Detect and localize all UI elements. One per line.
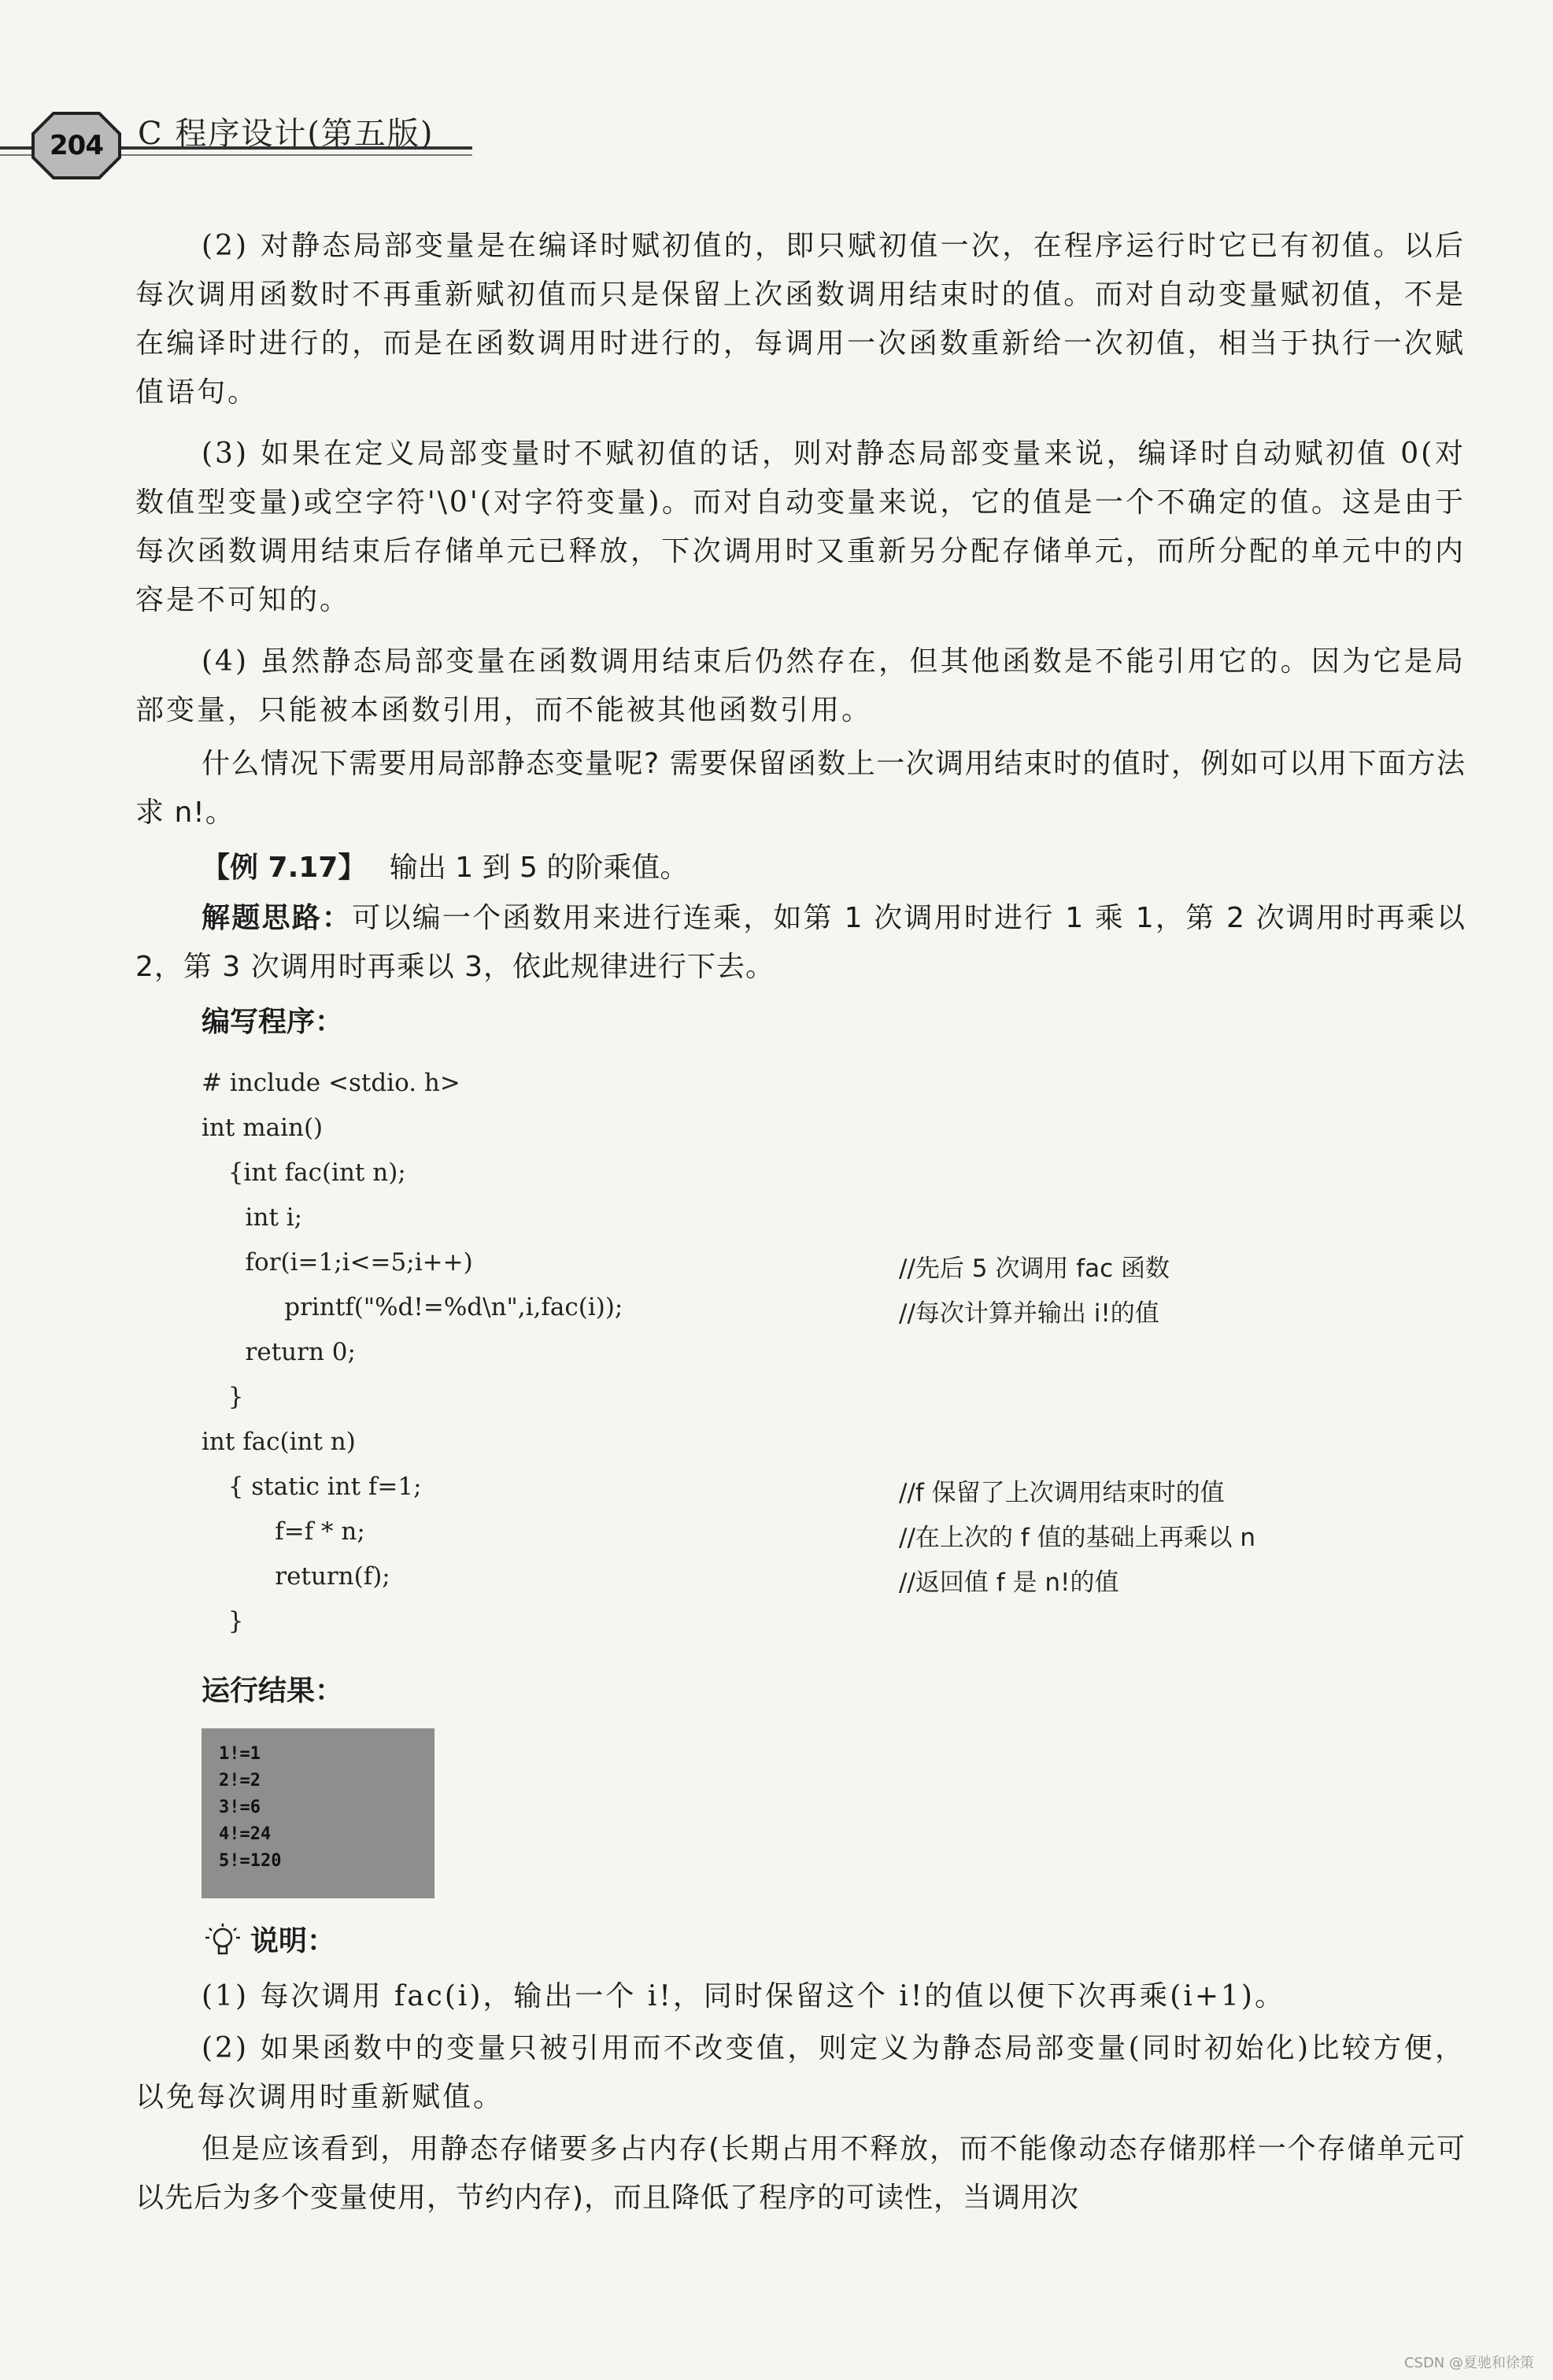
output-line: 3!=6 xyxy=(219,1798,261,1817)
paragraph-static-init: (2) 对静态局部变量是在编译时赋初值的，即只赋初值一次，在程序运行时它已有初值。以后每次调用函数时不再重新赋初值而只是保留上次函数调用结束时的值。而对自动变量赋初值，不是在编译时进行的，而是在函数调用时进行的，每调用一次函数重新给一次初值，相当于执行一次赋值语句。 xyxy=(135,230,1466,408)
paragraph-default-init: (3) 如果在定义局部变量时不赋初值的话，则对静态局部变量来说，编译时自动赋初值 0(对数值型变量)或空字符'\0'(对字符变量)。而对自动变量来说，它的值是一个不确定的值。这是由于每次函数调用结束后存储单元已释放，下次调用时又重新另分配存储单元，而所分配的单元中的内容是不可知的。 xyxy=(135,438,1466,616)
code-line: int i; xyxy=(222,1203,303,1232)
page-number: 204 xyxy=(50,130,103,161)
thinking-text: 可以编一个函数用来进行连乘，如第 1 次调用时进行 1 乘 1，第 2 次调用时再乘以 2，第 3 次调用时再乘以 3，依此规律进行下去。 xyxy=(135,902,1466,983)
lightbulb-icon xyxy=(203,1922,242,1961)
program-heading: 编写程序： xyxy=(202,1006,344,1038)
code-line: return 0; xyxy=(222,1338,356,1366)
code-line: } xyxy=(213,1383,244,1411)
output-line: 4!=24 xyxy=(219,1824,272,1844)
code-line: int fac(int n) xyxy=(202,1428,356,1456)
note-2: (2) 如果函数中的变量只被引用而不改变值，则定义为静态局部变量(同时初始化)比较方便，以免每次调用时重新赋值。 xyxy=(135,2032,1466,2113)
code-comment: //在上次的 f 值的基础上再乘以 n xyxy=(899,1524,1256,1552)
code-comment: //f 保留了上次调用结束时的值 xyxy=(899,1479,1225,1507)
code-line: int main() xyxy=(202,1114,324,1142)
thinking-paragraph xyxy=(135,894,1466,992)
code-comment: //返回值 f 是 n!的值 xyxy=(899,1569,1119,1597)
code-line: return(f); xyxy=(236,1562,390,1591)
page-number-badge xyxy=(30,110,123,181)
code-comment: //先后 5 次调用 fac 函数 xyxy=(899,1255,1170,1283)
example-heading xyxy=(202,844,688,893)
paragraph-when-to-use: 什么情况下需要用局部静态变量呢? 需要保留函数上一次调用结束时的值时，例如可以用下面方法求 n!。 xyxy=(135,748,1466,829)
output-line: 5!=120 xyxy=(219,1851,282,1871)
watermark: CSDN @夏驰和徐策 xyxy=(1403,2355,1534,2371)
code-line: } xyxy=(213,1607,244,1635)
example-label: 【例 7.17】 xyxy=(202,852,367,884)
output-line: 1!=1 xyxy=(219,1744,261,1764)
note-1: (1) 每次调用 fac(i)，输出一个 i!，同时保留这个 i!的值以便下次再乘(i+1)。 xyxy=(202,1980,1285,2012)
code-line: # include <stdio. h> xyxy=(202,1069,460,1097)
code-comment: //每次计算并输出 i!的值 xyxy=(899,1299,1159,1328)
thinking-label: 解题思路： xyxy=(202,902,353,934)
code-line: for(i=1;i<=5;i++) xyxy=(222,1248,473,1277)
paragraph-scope: (4) 虽然静态局部变量在函数调用结束后仍然存在，但其他函数是不能引用它的。因为它是局部变量，只能被本函数引用，而不能被其他函数引用。 xyxy=(135,645,1466,726)
code-line: f=f * n; xyxy=(236,1517,365,1546)
console-output xyxy=(202,1728,434,1898)
example-text: 输出 1 到 5 的阶乘值。 xyxy=(389,852,689,884)
code-line: printf("%d!=%d\n",i,fac(i)); xyxy=(246,1293,623,1321)
note-3: 但是应该看到，用静态存储要多占内存(长期占用不释放，而不能像动态存储那样一个存储单元可以先后为多个变量使用，节约内存)，而且降低了程序的可读性，当调用次 xyxy=(135,2133,1466,2214)
code-line: {int fac(int n); xyxy=(213,1159,406,1187)
notes-heading: 说明： xyxy=(250,1925,336,1957)
output-line: 2!=2 xyxy=(219,1771,261,1791)
result-heading: 运行结果： xyxy=(202,1675,344,1707)
book-title: C 程序设计(第五版) xyxy=(138,116,434,152)
code-line: { static int f=1; xyxy=(213,1473,422,1501)
